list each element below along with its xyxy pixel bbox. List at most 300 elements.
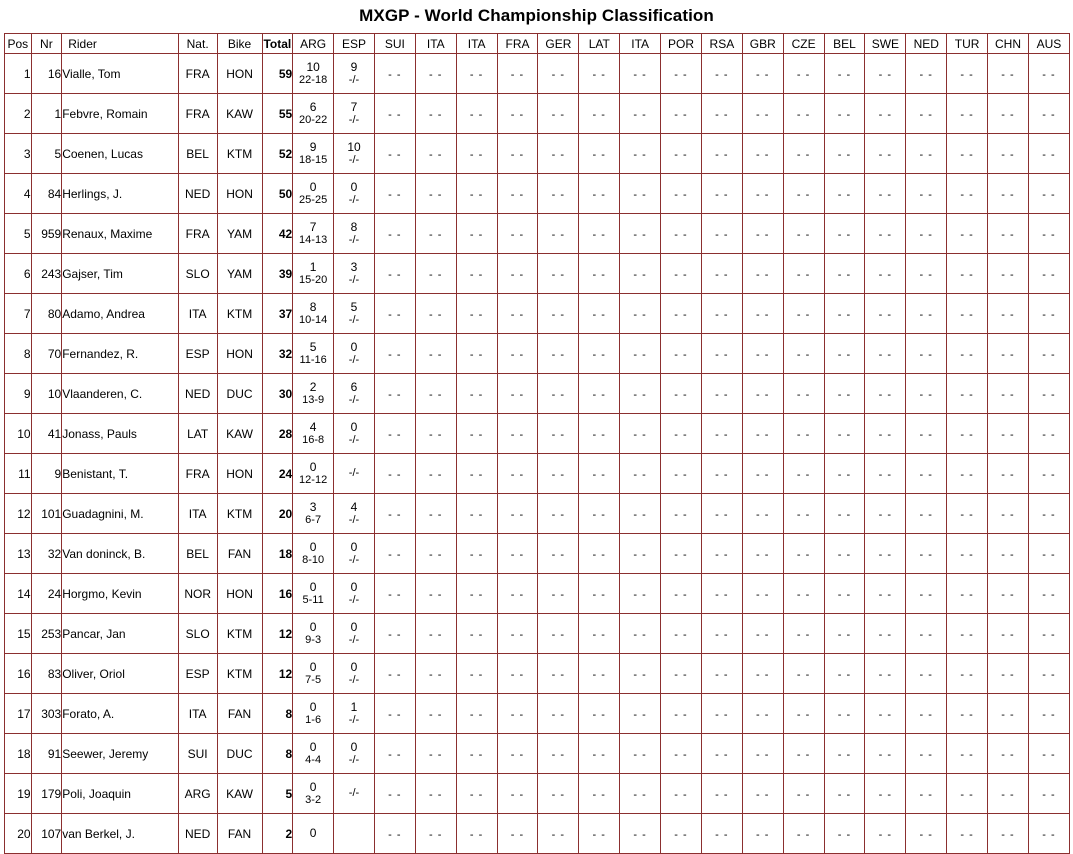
empty-marker: - - xyxy=(388,228,402,241)
cell-round-empty xyxy=(988,654,1029,694)
empty-marker: - - xyxy=(1001,628,1015,641)
cell-round-empty xyxy=(620,454,661,494)
cell-round-empty xyxy=(906,54,947,94)
empty-marker: - - xyxy=(960,668,974,681)
cell-round-empty xyxy=(701,414,742,454)
column-header-round-11[interactable]: GBR xyxy=(742,34,783,54)
cell-round-arg xyxy=(293,694,334,734)
cell-round-empty xyxy=(824,574,865,614)
cell-round-empty xyxy=(701,814,742,854)
cell-total-points: 16 xyxy=(262,574,293,614)
empty-marker: - - xyxy=(1001,588,1015,601)
cell-round-empty xyxy=(742,134,783,174)
cell-round-empty xyxy=(538,574,579,614)
cell-round-empty xyxy=(988,254,1029,294)
round-points: 10 xyxy=(347,139,361,154)
cell-round-empty xyxy=(865,494,906,534)
empty-marker: - - xyxy=(1042,428,1056,441)
cell-round-empty xyxy=(497,654,538,694)
cell-round-empty xyxy=(497,134,538,174)
cell-round-empty xyxy=(988,574,1029,614)
empty-marker: - - xyxy=(919,748,933,761)
empty-marker: - - xyxy=(551,388,566,401)
cell-round-empty xyxy=(374,614,415,654)
empty-marker: - - xyxy=(674,628,688,641)
column-header-round-14[interactable]: SWE xyxy=(865,34,906,54)
cell-round-empty xyxy=(947,214,988,254)
cell-round-empty xyxy=(579,294,620,334)
cell-nationality: BEL xyxy=(178,134,217,174)
empty-marker: - - xyxy=(469,228,484,241)
empty-marker: - - xyxy=(1001,468,1015,481)
column-header-rider[interactable]: Rider xyxy=(62,34,179,54)
empty-marker: - - xyxy=(960,228,974,241)
cell-position: 3 xyxy=(5,134,32,174)
cell-round-arg xyxy=(293,54,334,94)
empty-marker: - - xyxy=(837,668,852,681)
empty-marker: - - xyxy=(960,388,974,401)
empty-marker: - - xyxy=(715,68,729,81)
round-points: 4 xyxy=(309,419,317,434)
empty-marker: - - xyxy=(756,188,770,201)
column-header-round-16[interactable]: TUR xyxy=(947,34,988,54)
cell-round-empty xyxy=(456,94,497,134)
cell-round-empty xyxy=(947,374,988,414)
empty-marker: - - xyxy=(756,748,770,761)
cell-bike: KTM xyxy=(217,614,262,654)
cell-round-empty xyxy=(579,734,620,774)
cell-number: 959 xyxy=(31,214,62,254)
cell-round-empty xyxy=(701,774,742,814)
empty-marker: - - xyxy=(919,548,933,561)
cell-bike: KTM xyxy=(217,494,262,534)
empty-marker: - - xyxy=(429,828,443,841)
empty-marker: - - xyxy=(796,388,811,401)
empty-marker: - - xyxy=(960,148,974,161)
column-header-round-1[interactable]: ESP xyxy=(334,34,375,54)
cell-round-empty xyxy=(701,254,742,294)
column-header-round-17[interactable]: CHN xyxy=(988,34,1029,54)
empty-marker: - - xyxy=(674,788,688,801)
empty-marker: - - xyxy=(592,668,606,681)
table-row[interactable] xyxy=(5,134,1070,174)
cell-total-points: 55 xyxy=(262,94,293,134)
cell-round-empty xyxy=(661,254,702,294)
empty-marker: - - xyxy=(878,708,893,721)
empty-marker: - - xyxy=(756,508,770,521)
empty-marker: - - xyxy=(837,108,852,121)
round-points: 4 xyxy=(350,499,358,514)
cell-round-empty xyxy=(374,174,415,214)
cell-nationality: SLO xyxy=(178,254,217,294)
cell-round-esp xyxy=(334,414,375,454)
empty-marker: - - xyxy=(510,268,525,281)
empty-marker: - - xyxy=(469,308,484,321)
empty-marker: - - xyxy=(878,68,893,81)
cell-bike: KAW xyxy=(217,94,262,134)
cell-number: 16 xyxy=(31,54,62,94)
round-race-results: 22-18 xyxy=(299,74,328,87)
cell-round-empty xyxy=(415,574,456,614)
cell-rider-name: Coenen, Lucas xyxy=(62,134,179,174)
cell-round-empty xyxy=(661,414,702,454)
cell-nationality: ESP xyxy=(178,334,217,374)
cell-round-arg xyxy=(293,654,334,694)
cell-round-empty xyxy=(701,534,742,574)
empty-marker: - - xyxy=(592,108,606,121)
empty-marker: - - xyxy=(510,348,525,361)
column-header-round-15[interactable]: NED xyxy=(906,34,947,54)
cell-round-empty xyxy=(742,614,783,654)
table-row[interactable] xyxy=(5,494,1070,534)
empty-marker: - - xyxy=(633,148,647,161)
empty-marker: - - xyxy=(633,268,647,281)
cell-round-esp xyxy=(334,254,375,294)
cell-round-empty xyxy=(824,694,865,734)
cell-round-empty xyxy=(824,814,865,854)
table-row[interactable] xyxy=(5,574,1070,614)
round-points: 0 xyxy=(350,579,358,594)
cell-position: 1 xyxy=(5,54,32,94)
cell-round-empty xyxy=(497,254,538,294)
round-points: 0 xyxy=(350,539,358,554)
cell-nationality: NED xyxy=(178,174,217,214)
empty-marker: - - xyxy=(715,708,729,721)
cell-round-empty xyxy=(824,254,865,294)
empty-marker: - - xyxy=(878,548,893,561)
empty-marker: - - xyxy=(429,108,443,121)
cell-round-empty xyxy=(783,54,824,94)
cell-bike: HON xyxy=(217,334,262,374)
cell-round-empty xyxy=(497,214,538,254)
cell-round-arg xyxy=(293,374,334,414)
cell-round-empty xyxy=(1028,414,1069,454)
empty-marker: - - xyxy=(633,468,647,481)
cell-round-empty xyxy=(906,574,947,614)
empty-marker: - - xyxy=(551,588,566,601)
cell-round-empty xyxy=(415,734,456,774)
cell-round-empty xyxy=(374,214,415,254)
cell-round-empty xyxy=(497,814,538,854)
round-race-results: 7-5 xyxy=(305,674,322,687)
cell-round-empty xyxy=(906,734,947,774)
column-header-round-4[interactable]: ITA xyxy=(456,34,497,54)
cell-round-empty xyxy=(988,214,1029,254)
cell-round-empty xyxy=(988,814,1029,854)
empty-marker: - - xyxy=(796,348,811,361)
round-points: 6 xyxy=(309,99,317,114)
cell-nationality: FRA xyxy=(178,54,217,94)
round-race-results: -/- xyxy=(348,787,360,800)
empty-marker: - - xyxy=(674,828,688,841)
column-header-round-7[interactable]: LAT xyxy=(579,34,620,54)
cell-round-empty xyxy=(701,134,742,174)
empty-marker: - - xyxy=(510,748,525,761)
round-race-results: 15-20 xyxy=(299,274,328,287)
cell-round-empty xyxy=(620,94,661,134)
empty-marker: - - xyxy=(919,188,933,201)
cell-round-empty xyxy=(906,374,947,414)
table-row[interactable] xyxy=(5,814,1070,854)
table-row[interactable] xyxy=(5,454,1070,494)
empty-marker: - - xyxy=(919,668,933,681)
cell-position: 5 xyxy=(5,214,32,254)
table-row[interactable] xyxy=(5,294,1070,334)
cell-total-points: 28 xyxy=(262,414,293,454)
empty-marker: - - xyxy=(878,148,893,161)
cell-round-arg xyxy=(293,734,334,774)
cell-round-empty xyxy=(824,374,865,414)
column-header-nat[interactable]: Nat. xyxy=(178,34,217,54)
cell-round-empty xyxy=(824,54,865,94)
cell-round-empty xyxy=(374,534,415,574)
round-race-results: -/- xyxy=(348,154,360,167)
cell-round-empty xyxy=(497,774,538,814)
cell-round-empty xyxy=(661,94,702,134)
cell-round-empty xyxy=(456,54,497,94)
empty-marker: - - xyxy=(1001,548,1015,561)
round-race-results: 3-2 xyxy=(305,794,322,807)
column-header-round-3[interactable]: ITA xyxy=(415,34,456,54)
empty-marker: - - xyxy=(756,428,770,441)
column-header-round-13[interactable]: BEL xyxy=(824,34,865,54)
empty-marker: - - xyxy=(715,548,729,561)
empty-marker: - - xyxy=(837,828,852,841)
empty-marker: - - xyxy=(592,588,606,601)
cell-bike: YAM xyxy=(217,254,262,294)
table-row[interactable] xyxy=(5,654,1070,694)
cell-position: 16 xyxy=(5,654,32,694)
empty-marker: - - xyxy=(796,468,811,481)
empty-marker: - - xyxy=(551,668,566,681)
cell-total-points: 30 xyxy=(262,374,293,414)
table-row[interactable] xyxy=(5,414,1070,454)
cell-round-empty xyxy=(538,654,579,694)
column-header-total[interactable]: Total xyxy=(262,34,293,54)
cell-nationality: NED xyxy=(178,374,217,414)
cell-round-empty xyxy=(1028,734,1069,774)
cell-rider-name: Herlings, J. xyxy=(62,174,179,214)
cell-bike: KTM xyxy=(217,294,262,334)
table-row[interactable] xyxy=(5,54,1070,94)
empty-marker: - - xyxy=(878,588,893,601)
column-header-round-10[interactable]: RSA xyxy=(701,34,742,54)
empty-marker: - - xyxy=(592,388,606,401)
empty-marker: - - xyxy=(592,708,606,721)
table-row[interactable] xyxy=(5,374,1070,414)
cell-rider-name: van Berkel, J. xyxy=(62,814,179,854)
table-row[interactable] xyxy=(5,94,1070,134)
cell-round-esp xyxy=(334,814,375,854)
round-race-results: -/- xyxy=(348,394,360,407)
cell-round-empty xyxy=(415,334,456,374)
empty-marker: - - xyxy=(715,628,729,641)
empty-marker: - - xyxy=(388,548,402,561)
round-points: 1 xyxy=(350,699,358,714)
empty-marker: - - xyxy=(429,468,443,481)
table-row[interactable] xyxy=(5,694,1070,734)
cell-round-empty xyxy=(415,454,456,494)
round-points: 0 xyxy=(309,179,317,194)
round-points: 8 xyxy=(309,299,317,314)
cell-round-empty xyxy=(415,214,456,254)
empty-marker: - - xyxy=(674,708,688,721)
empty-marker: - - xyxy=(633,188,647,201)
empty-marker: - - xyxy=(878,748,893,761)
cell-round-empty xyxy=(783,174,824,214)
cell-round-empty xyxy=(661,214,702,254)
empty-marker: - - xyxy=(960,748,974,761)
empty-marker: - - xyxy=(388,348,402,361)
empty-marker: - - xyxy=(592,268,606,281)
column-header-pos[interactable]: Pos xyxy=(5,34,32,54)
cell-round-empty xyxy=(865,814,906,854)
empty-marker: - - xyxy=(592,68,606,81)
cell-round-empty xyxy=(824,414,865,454)
round-points: 0 xyxy=(309,459,317,474)
column-header-round-6[interactable]: GER xyxy=(538,34,579,54)
empty-marker: - - xyxy=(469,348,484,361)
cell-round-empty xyxy=(579,694,620,734)
empty-marker: - - xyxy=(756,588,770,601)
empty-marker: - - xyxy=(469,108,484,121)
column-header-round-9[interactable]: POR xyxy=(661,34,702,54)
cell-round-empty xyxy=(783,294,824,334)
cell-round-empty xyxy=(1028,654,1069,694)
empty-marker: - - xyxy=(796,308,811,321)
table-row[interactable] xyxy=(5,534,1070,574)
cell-round-empty xyxy=(988,734,1029,774)
cell-round-empty xyxy=(415,54,456,94)
cell-position: 11 xyxy=(5,454,32,494)
cell-round-empty xyxy=(620,214,661,254)
cell-round-empty xyxy=(538,254,579,294)
cell-position: 13 xyxy=(5,534,32,574)
column-header-bike[interactable]: Bike xyxy=(217,34,262,54)
empty-marker: - - xyxy=(878,428,893,441)
cell-round-empty xyxy=(538,134,579,174)
empty-marker: - - xyxy=(796,828,811,841)
cell-round-empty xyxy=(497,374,538,414)
cell-round-empty xyxy=(988,414,1029,454)
cell-round-empty xyxy=(947,54,988,94)
round-race-results: 8-10 xyxy=(302,554,325,567)
cell-nationality: ITA xyxy=(178,694,217,734)
cell-round-empty xyxy=(456,214,497,254)
cell-position: 6 xyxy=(5,254,32,294)
cell-round-empty xyxy=(661,774,702,814)
empty-marker: - - xyxy=(469,748,484,761)
cell-round-empty xyxy=(579,414,620,454)
empty-marker: - - xyxy=(510,508,525,521)
table-row[interactable] xyxy=(5,614,1070,654)
cell-round-empty xyxy=(538,734,579,774)
empty-marker: - - xyxy=(469,788,484,801)
round-points: 0 xyxy=(350,179,358,194)
cell-position: 20 xyxy=(5,814,32,854)
empty-marker: - - xyxy=(960,588,974,601)
empty-marker: - - xyxy=(429,708,443,721)
cell-round-esp xyxy=(334,574,375,614)
round-points: 0 xyxy=(309,779,317,794)
cell-round-empty xyxy=(824,654,865,694)
cell-round-empty xyxy=(415,134,456,174)
empty-marker: - - xyxy=(796,108,811,121)
empty-marker: - - xyxy=(919,788,933,801)
column-header-round-5[interactable]: FRA xyxy=(497,34,538,54)
column-header-round-0[interactable]: ARG xyxy=(293,34,334,54)
empty-marker: - - xyxy=(837,468,852,481)
cell-round-empty xyxy=(415,414,456,454)
cell-round-esp xyxy=(334,134,375,174)
column-header-round-2[interactable]: SUI xyxy=(374,34,415,54)
empty-marker: - - xyxy=(633,548,647,561)
table-row[interactable] xyxy=(5,734,1070,774)
table-row[interactable] xyxy=(5,174,1070,214)
empty-marker: - - xyxy=(715,348,729,361)
column-header-nr[interactable]: Nr xyxy=(31,34,62,54)
cell-round-arg xyxy=(293,614,334,654)
table-row[interactable] xyxy=(5,774,1070,814)
cell-round-empty xyxy=(415,774,456,814)
cell-round-empty xyxy=(824,614,865,654)
empty-marker: - - xyxy=(715,588,729,601)
cell-round-esp xyxy=(334,54,375,94)
table-row[interactable] xyxy=(5,254,1070,294)
empty-marker: - - xyxy=(674,668,688,681)
empty-marker: - - xyxy=(1001,508,1015,521)
cell-round-empty xyxy=(456,574,497,614)
cell-round-empty xyxy=(1028,54,1069,94)
table-row[interactable] xyxy=(5,214,1070,254)
cell-position: 7 xyxy=(5,294,32,334)
cell-round-empty xyxy=(742,94,783,134)
round-points: 5 xyxy=(309,339,317,354)
cell-round-empty xyxy=(661,734,702,774)
empty-marker: - - xyxy=(388,508,402,521)
empty-marker: - - xyxy=(469,388,484,401)
cell-number: 10 xyxy=(31,374,62,414)
cell-rider-name: Adamo, Andrea xyxy=(62,294,179,334)
cell-bike: KAW xyxy=(217,774,262,814)
cell-round-empty xyxy=(374,694,415,734)
empty-marker: - - xyxy=(429,228,443,241)
column-header-round-12[interactable]: CZE xyxy=(783,34,824,54)
cell-round-empty xyxy=(865,734,906,774)
table-row[interactable] xyxy=(5,334,1070,374)
column-header-round-8[interactable]: ITA xyxy=(620,34,661,54)
empty-marker: - - xyxy=(756,228,770,241)
column-header-round-18[interactable]: AUS xyxy=(1028,34,1069,54)
cell-round-empty xyxy=(701,214,742,254)
empty-marker: - - xyxy=(837,788,852,801)
cell-round-empty xyxy=(1028,774,1069,814)
cell-round-empty xyxy=(538,334,579,374)
empty-marker: - - xyxy=(1042,508,1056,521)
empty-marker: - - xyxy=(429,268,443,281)
cell-round-empty xyxy=(906,134,947,174)
cell-round-empty xyxy=(742,694,783,734)
round-race-results: -/- xyxy=(348,554,360,567)
empty-marker: - - xyxy=(1001,388,1015,401)
cell-round-empty xyxy=(783,614,824,654)
empty-marker: - - xyxy=(510,588,525,601)
cell-nationality: LAT xyxy=(178,414,217,454)
empty-marker: - - xyxy=(469,508,484,521)
cell-round-empty xyxy=(497,294,538,334)
cell-nationality: FRA xyxy=(178,214,217,254)
cell-rider-name: Forato, A. xyxy=(62,694,179,734)
